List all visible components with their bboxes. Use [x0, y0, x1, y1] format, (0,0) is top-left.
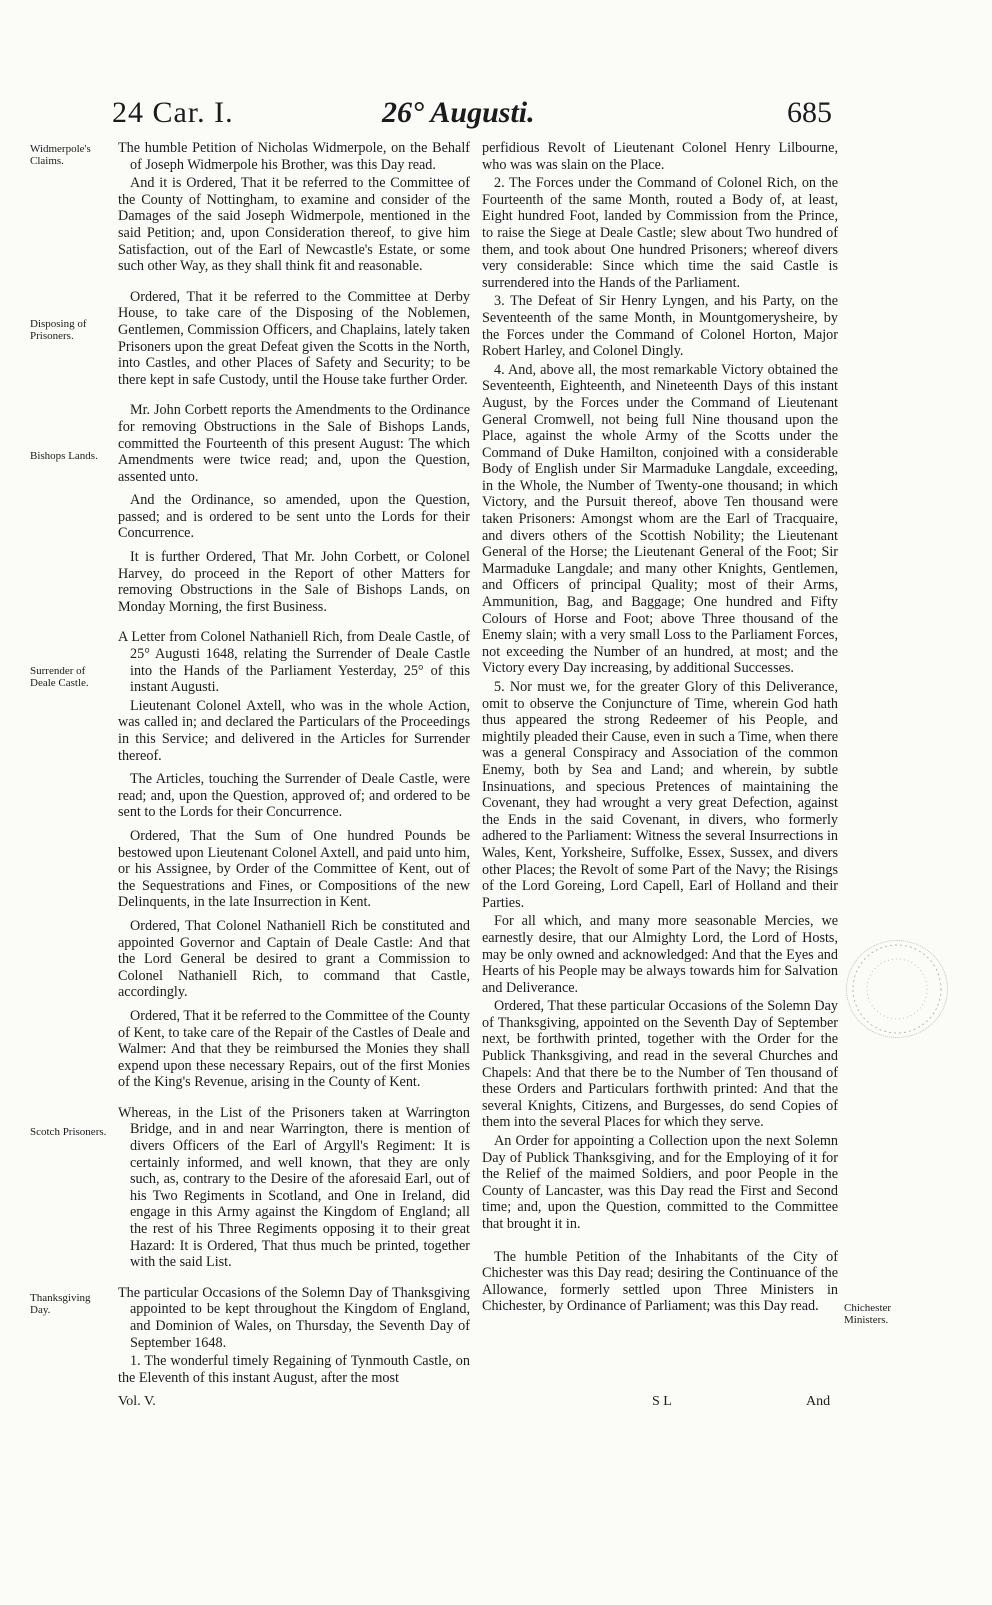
header-regnal-year: 24 Car. I. [112, 96, 234, 129]
header-date: 26° Augusti. [382, 96, 535, 129]
volume-number: Vol. V. [118, 1394, 156, 1409]
paragraph: The humble Petition of the Inhabitants of the City of Chichester was this Day read; desiring the Continuance of the Allowance, formerly settled upon Three Ministers in Chichester, by Ordinance of Parliament; was this Day read. [482, 1248, 838, 1315]
margin-note-widmerpole: Widmerpole's Claims. [30, 143, 91, 167]
paragraph: And the Ordinance, so amended, upon the Question, passed; and is ordered to be sent unto the Lords for their Concurrence. [118, 492, 470, 542]
catchword: And [806, 1394, 831, 1409]
margin-note-disposing: Disposing of Prisoners. [30, 318, 87, 342]
paragraph: An Order for appointing a Collection upon the next Solemn Day of Publick Thanksgiving, and for the Employing of it for the Relief of the maimed Soldiers, and poor People in the County of Lancaster, was this Day read the First and Second time; and, upon the Question, committed to the Committee that brought it in. [482, 1133, 838, 1232]
signature-mark: S L [652, 1394, 672, 1409]
paragraph: And it is Ordered, That it be referred to the Committee of the County of Nottingham, to examine and consider of the Damages of the said Joseph Widmerpole, mentioned in the said Petition; and, upon Consideration thereof, to give him Satisfaction, out of the Earl of Newcastle's Estate, or some such other Way, as they shall think fit and reasonable. [118, 175, 470, 275]
page-number: 685 [787, 96, 832, 129]
paragraph: Ordered, That it be referred to the Committee at Derby House, to take care of the Disposing of the Noblemen, Gentlemen, Commission Officers, and Chaplains, lately taken Prisoners upon the great Defeat given the Scotts in the North, into Castles, and other Places of Safety and Security; to be there kept in safe Custody, until the House take further Order. [118, 288, 470, 388]
paragraph: Ordered, That it be referred to the Committee of the County of Kent, to take care of the Repair of the Castles of Deale and Walmer: And that they be reimbursed the Monies they shall expend upon these necessary Repairs, out of the first Monies of the King's Revenue, arising in the County of Kent. [118, 1007, 470, 1091]
margin-note-chichester: Chichester Ministers. [844, 1302, 892, 1326]
paragraph: The humble Petition of Nicholas Widmerpole, on the Behalf of Joseph Widmerpole his Brother, was this Day read. [118, 140, 470, 173]
margin-note-scotch: Scotch Prisoners. [30, 1126, 107, 1138]
paragraph: Mr. John Corbett reports the Amendments to the Ordinance for removing Obstructions in the Sale of Bishops Lands, committed the Fourteenth of this present August: The which Amendments were twice read; and, upon the Question, assented unto. [118, 402, 470, 485]
left-column [118, 140, 470, 1388]
right-column [482, 140, 838, 1322]
paragraph: perfidious Revolt of Lieutenant Colonel Henry Lilbourne, who was was slain on the Place. [482, 140, 838, 173]
margin-note-bishops: Bishops Lands. [30, 450, 98, 462]
paragraph: It is further Ordered, That Mr. John Corbett, or Colonel Harvey, do proceed in the Report of other Matters for removing Obstructions in the Sale of Bishops Lands, on Monday Morning, the first Business. [118, 549, 470, 615]
paragraph: Ordered, That the Sum of One hundred Pounds be bestowed upon Lieutenant Colonel Axtell, and paid unto him, or his Assignee, by Order of the Committee of Kent, out of the Sequestrations and Fines, or Compositions of the new Delinquents, in the late Insurrection in Kent. [118, 827, 470, 911]
paragraph: A Letter from Colonel Nathaniell Rich, from Deale Castle, of 25° Augusti 1648, relating the Surrender of Deale Castle into the Hands of the Parliament Yesterday, 25° of this instant Augusti. [118, 629, 470, 696]
paragraph: 1. The wonderful timely Regaining of Tynmouth Castle, on the Eleventh of this instant August, after the most [118, 1353, 470, 1386]
paragraph: 4. And, above all, the most remarkable Victory obtained the Seventeenth, Eighteenth, and Nineteenth Days of this instant August, by the Forces under the Command of Lieutenant General Cromwell, not being full Nine thousand upon the Place, against the whole Army of the Scotts under the Command of Duke Hamilton, conjoined with a considerable Body of English under Sir Marmaduke Langdale, exceeding, in the Whole, the Number of Twenty-one thousand; in which Victory, and the Pursuit thereof, above Ten thousand were taken Prisoners: Amongst whom are the Earl of Tracquaire, and divers others of the Scottish Nobility; the Lieutenant General of the Horse; the Lieutenant General of the Foot; Sir Marmaduke Langdale; and many other Knights, Gentlemen, and Officers of principal Quality; most of their Arms, Ammunition, Bag, and Baggage; One hundred and Fifty Colours of Horse and Foot; above Three thousand of the Enemy slain; with a very small Loss to the Parliament Forces, not exceeding the Number of an hundred, at most; and the Victory every Day increasing, by additional Successes. [482, 361, 838, 677]
paragraph: The Articles, touching the Surrender of Deale Castle, were read; and, upon the Question, approved of; and ordered to be sent to the Lords for their Concurrence. [118, 771, 470, 821]
paragraph: For all which, and many more seasonable Mercies, we earnestly desire, that our Almighty Lord, the Lord of Hosts, may be only owned and acknowledged: And that the Eyes and Hearts of his People may be always towards him for Salvation and Deliverance. [482, 913, 838, 996]
paragraph: 5. Nor must we, for the greater Glory of this Deliverance, omit to observe the Conjuncture of Time, wherein God hath thus appeared the strong Redeemer of his People, and mightily pleaded their Cause, even in such a Time, when there was a general Conspiracy and Association of the common Enemy, both by Sea and Land; and wherein, by subtle Insinuations, and specious Pretences of maintaining the Covenant, they had wrought a very great Defection, against the Ends in the said Covenant, in divers, who formerly adhered to the Parliament: Witness the several Insurrections in Wales, Kent, Yorksheire, Suffolke, Essex, Sussex, and divers other Places; the Revolt of some Part of the Navy; the Risings of the Lord Goreing, Lord Capell, Earl of Holland and their Parties. [482, 679, 838, 911]
stamp-mark [847, 941, 947, 1037]
margin-note-thanksgiving: Thanksgiving Day. [30, 1292, 91, 1316]
paragraph: Ordered, That Colonel Nathaniell Rich be constituted and appointed Governor and Captain of Deale Castle: And that the Lord General be desired to grant a Commission to Colonel Nathaniell Rich, to command that Castle, accordingly. [118, 917, 470, 1001]
paragraph: Lieutenant Colonel Axtell, who was in the whole Action, was called in; and declared the Particulars of the Proceedings in this Service; and delivered in the Articles for Surrender thereof. [118, 697, 470, 764]
paragraph: 2. The Forces under the Command of Colonel Rich, on the Fourteenth of the same Month, routed a Body of, at least, Eight hundred Foot, landed by Commission from the Prince, to raise the Siege at Deale Castle; slew about Two hundred of them, and took about One hundred Prisoners; whereof divers very considerable: Since which time the said Castle is surrendered into the Hands of the Parliament. [482, 175, 838, 291]
margin-note-deale: Surrender of Deale Castle. [30, 665, 89, 689]
page-header [112, 96, 832, 132]
library-stamp [846, 940, 948, 1038]
paragraph: The particular Occasions of the Solemn Day of Thanksgiving appointed to be kept throughout the Kingdom of England, and Dominion of Wales, on Thursday, the Seventh Day of September 1648. [118, 1284, 470, 1351]
paragraph: Whereas, in the List of the Prisoners taken at Warrington Bridge, and in and near Warrington, there is mention of divers Officers of the Earl of Argyll's Regiment: It is certainly informed, and well known, that they are only such, as, contrary to the Desire of the aforesaid Earl, out of his Two Regiments in Scotland, and One in Ireland, did engage in this Army against the Kingdom of England; all the rest of his Three Regiments opposing it to their great Hazard: It is Ordered, That thus much be printed, together with the said List. [118, 1104, 470, 1271]
paragraph: Ordered, That these particular Occasions of the Solemn Day of Thanksgiving, appointed on the Seventh Day of September next, be forthwith printed, together with the Order for the Publick Thanksgiving, and read in the several Churches and Chapels: And that there be to the Number of Ten thousand of these Orders and Particulars forthwith printed: And that the several Knights, Citizens, and Burgesses, do send Copies of them into the several Places for which they serve. [482, 998, 838, 1131]
paragraph: 3. The Defeat of Sir Henry Lyngen, and his Party, on the Seventeenth of the same Month, in Mountgomerysheire, by the Forces under the Command of Colonel Horton, Major Robert Harley, and Colonel Dingly. [482, 293, 838, 360]
